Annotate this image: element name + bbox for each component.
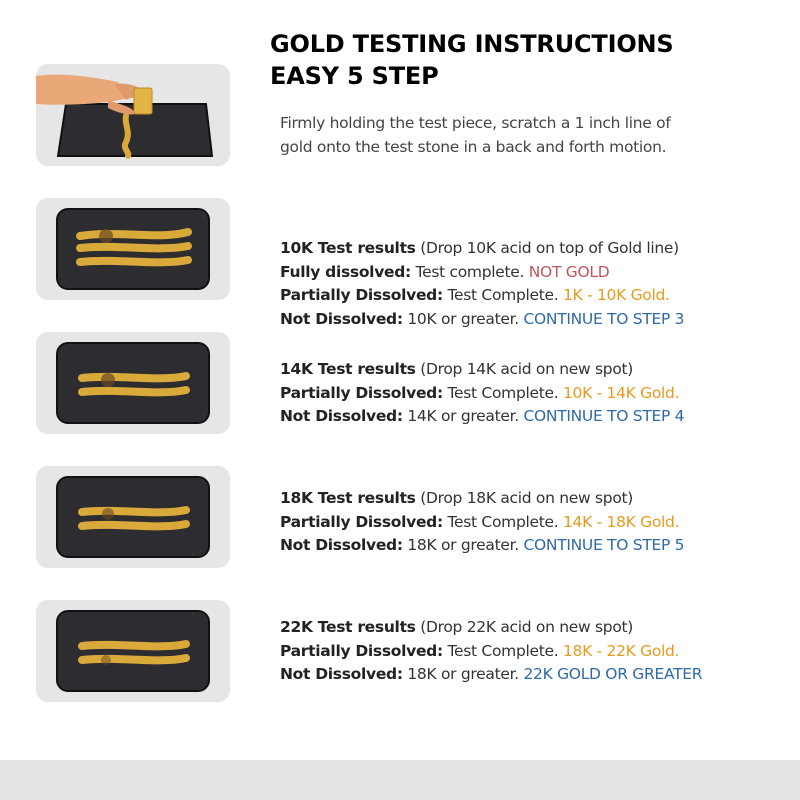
result-label: Partially Dissolved: xyxy=(280,512,443,531)
step4-heading: 18K Test results xyxy=(280,489,416,507)
result-outcome: 22K GOLD OR GREATER xyxy=(523,665,703,683)
result-outcome: 10K - 14K Gold. xyxy=(563,383,680,402)
test-stone xyxy=(56,342,210,424)
step5-result-2 xyxy=(280,663,702,687)
step1-line-1: Firmly holding the test piece, scratch a 1 inch line of xyxy=(280,114,671,132)
result-text: 14K or greater. xyxy=(402,407,524,425)
test-stone xyxy=(56,476,210,558)
step4-result-1 xyxy=(280,511,684,535)
step1-illustration xyxy=(36,64,230,166)
result-label: Not Dissolved: xyxy=(280,309,403,328)
step2-result-3 xyxy=(280,308,684,332)
step5-heading-line xyxy=(280,616,702,640)
result-text: Test Complete. xyxy=(442,286,563,304)
step3-heading-note: (Drop 14K acid on new spot) xyxy=(415,360,634,378)
step2-result-2 xyxy=(280,284,684,308)
title-line-1: GOLD TESTING INSTRUCTIONS xyxy=(270,30,674,58)
result-label: Fully dissolved: xyxy=(280,262,411,281)
step2-heading: 10K Test results xyxy=(280,239,416,257)
result-label: Partially Dissolved: xyxy=(280,383,443,402)
result-text: Test complete. xyxy=(410,262,529,281)
result-outcome: 1K - 10K Gold. xyxy=(563,286,670,304)
result-outcome: CONTINUE TO STEP 4 xyxy=(523,407,685,425)
step4-results xyxy=(280,487,684,558)
step5-heading: 22K Test results xyxy=(280,618,416,636)
gold-streaks-icon xyxy=(58,478,208,556)
test-stone xyxy=(56,610,210,692)
step3-illustration xyxy=(36,332,230,434)
title-line-2: EASY 5 STEP xyxy=(270,62,439,90)
step4-heading-line xyxy=(280,487,684,511)
step3-results xyxy=(280,358,684,429)
step2-heading-note: (Drop 10K acid on top of Gold line) xyxy=(415,239,679,257)
gold-streaks-icon xyxy=(58,612,208,690)
page-title xyxy=(270,28,674,92)
step5-illustration xyxy=(36,600,230,702)
step3-result-1 xyxy=(280,382,684,406)
result-text: 10K or greater. xyxy=(402,309,524,328)
result-text: 18K or greater. xyxy=(402,536,524,554)
step4-result-2 xyxy=(280,534,684,558)
step4-heading-note: (Drop 18K acid on new spot) xyxy=(415,489,634,507)
result-text: 18K or greater. xyxy=(402,665,524,683)
result-text: Test Complete. xyxy=(442,641,563,660)
step3-heading: 14K Test results xyxy=(280,360,416,378)
step5-results xyxy=(280,616,702,687)
step2-illustration xyxy=(36,198,230,300)
step1-line-2: gold onto the test stone in a back and forth motion. xyxy=(280,137,667,156)
result-label: Not Dissolved: xyxy=(280,407,403,425)
gold-streaks-icon xyxy=(58,344,208,422)
step1-instructions xyxy=(280,112,670,159)
step3-result-2 xyxy=(280,405,684,429)
test-stone xyxy=(56,208,210,290)
step3-heading-line xyxy=(280,358,684,382)
step2-heading-line xyxy=(280,237,684,261)
result-outcome: CONTINUE TO STEP 5 xyxy=(523,536,685,554)
step2-result-1 xyxy=(280,261,684,285)
result-outcome: NOT GOLD xyxy=(528,262,610,281)
step5-result-1 xyxy=(280,640,702,664)
step2-results xyxy=(280,237,684,331)
result-text: Test Complete. xyxy=(442,512,563,531)
footer-band xyxy=(0,760,800,800)
result-outcome: 18K - 22K Gold. xyxy=(563,641,680,660)
step4-illustration xyxy=(36,466,230,568)
result-label: Not Dissolved: xyxy=(280,536,403,554)
step5-heading-note: (Drop 22K acid on new spot) xyxy=(415,618,634,636)
result-label: Partially Dissolved: xyxy=(280,286,443,304)
result-text: Test Complete. xyxy=(442,383,563,402)
gold-streaks-icon xyxy=(58,210,208,288)
result-label: Partially Dissolved: xyxy=(280,641,443,660)
result-outcome: CONTINUE TO STEP 3 xyxy=(523,309,685,328)
hand-scratching-icon xyxy=(36,64,230,166)
result-label: Not Dissolved: xyxy=(280,665,403,683)
result-outcome: 14K - 18K Gold. xyxy=(563,512,680,531)
